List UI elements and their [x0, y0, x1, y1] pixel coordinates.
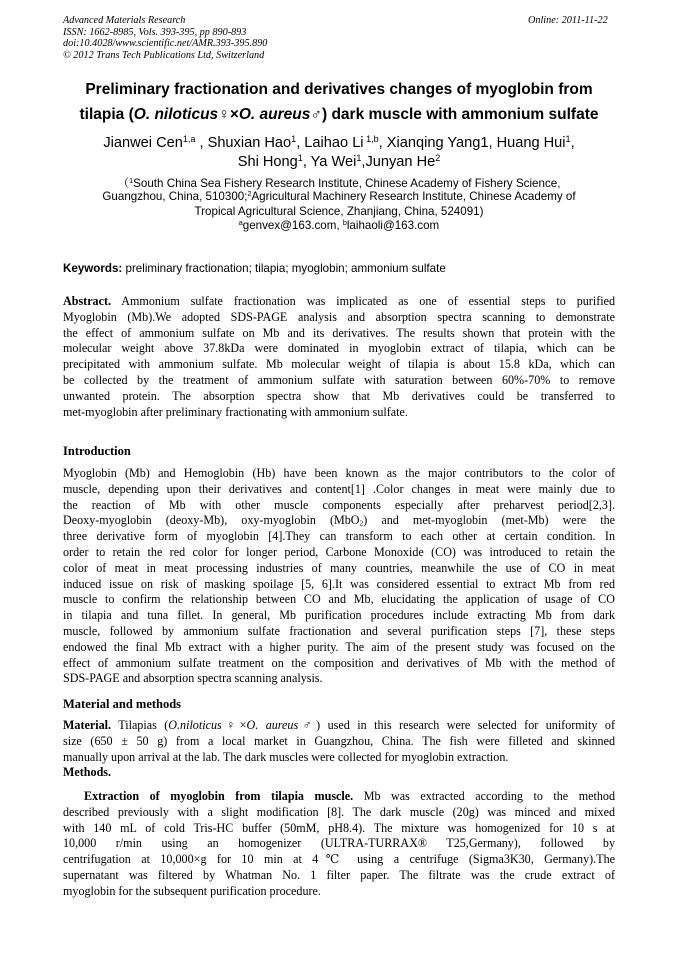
intro-line: muscle, depending upon their derivatives and content[1] .Color changes in meat were mainly due to — [63, 481, 615, 496]
abstract-line: precipitated with ammonium sulfate. Mb molecular weight of tilapia is about 15.8 kDa, which can — [63, 357, 615, 372]
materials-line: size (650 ± 50 g) from a local market in Guangzhou, China. The fish were filleted and skinned — [63, 733, 615, 748]
online-date: Online: 2011-11-22 — [528, 15, 608, 26]
intro-line: muscle, followed by ammonium sulfate fractionation and several purification steps [7], these steps — [63, 623, 615, 638]
title-line-1: Preliminary fractionation and derivatives changes of myoglobin from — [85, 81, 593, 98]
abstract-line: met-myoglobin after preliminary fractionating with ammonium sulfate. — [63, 404, 408, 419]
extraction-line: 10,000 r/min using an homogenizer (ULTRA-TURRAX® T25,Germany), followed by — [63, 836, 615, 851]
intro-line: Myoglobin (Mb) and Hemoglobin (Hb) have been known as the major contributors to the color of — [63, 466, 615, 480]
intro-line: SDS-PAGE and absorption spectra scanning analysis. — [63, 671, 323, 686]
abstract-line: Abstract. Ammonium sulfate fractionation was implicated as one of essential steps to purified — [63, 294, 615, 308]
affiliation-line-2: Guangzhou, China, 510300;$^2$Agricultural Machinery Research Institute, Chinese Academy of — [102, 189, 576, 203]
journal-name: Advanced Materials Research — [63, 15, 186, 26]
title-line-2: tilapia (O. niloticus♀×O. aureus♂) dark muscle with ammonium sulfate — [79, 106, 599, 123]
intro-line: effect of ammonium sulfate treatment on the composition and derivatives of Mb with the method of — [63, 655, 615, 670]
copyright: © 2012 Trans Tech Publications Ltd, Switzerland — [63, 49, 265, 61]
emails: $^a$genvex@163.com, $^b$laihaoli@163.com — [238, 218, 440, 232]
abstract-line: unwanted protein. The absorption spectra show that Mb derivatives could be transferred to — [63, 388, 615, 403]
issn: ISSN: 1662-8985, Vols. 393-395, pp 890-893 — [63, 26, 247, 38]
intro-line: the reaction of Mb with other muscle components especially after preharvest period[2,3]. — [63, 497, 615, 512]
intro-line: order to retain the red color for longer period, Carbone Monoxide (CO) was introduced to retain the — [63, 544, 615, 559]
materials-heading: Material and methods — [63, 697, 182, 711]
extraction-body — [63, 789, 615, 900]
introduction-body — [63, 466, 615, 687]
extraction-line: described previously with a slight modification [8]. The dark muscle (20g) was minced and mixed — [63, 804, 615, 819]
extraction-line: myoglobin for the subsequent purification procedure. — [63, 883, 321, 898]
affiliation-line-3: Tropical Agricultural Science, Zhanjiang, China, 524091) — [194, 205, 484, 218]
materials-body — [63, 718, 615, 781]
intro-line: endowed the final Mb extract with a higher purity. The aim of the present study was focused on the — [63, 639, 615, 654]
abstract-line: Myoglobin (Mb).We adopted SDS-PAGE analysis and absorption spectra scanning to demonstrate — [63, 309, 615, 324]
abstract — [63, 294, 615, 420]
materials-line: Material. Tilapias (O.niloticus♀×O. aureus♂) used in this research were selected for uniformity of — [63, 718, 615, 732]
extraction-line: centrifugation at 10,000×g for 10 min at 4℃ using a centrifuge (Sigma3K30, Germany).The — [63, 852, 615, 867]
authors-line-2: Shi Hong$^1$, Ya Wei$^1$,Junyan He$^2$ — [237, 153, 441, 170]
extraction-line: Extraction of myoglobin from tilapia muscle. Mb was extracted according to the method — [84, 789, 615, 803]
materials-line: manually upon arrival at the lab. The dark muscles were collected for myoglobin extraction. — [63, 749, 509, 764]
intro-line: in tilapia and tuna fillet. In general, Mb purification procedures include extracting Mb from dark — [63, 608, 615, 623]
extraction-line: supernatant was filtered by Whatman No. 1 filter paper. The filtrate was the crude extract of — [63, 867, 615, 882]
intro-line: induced issue on risk of masking spoilage [5, 6].It was considered essential to extract Mb from red — [63, 576, 615, 591]
keywords: Keywords: preliminary fractionation; tilapia; myoglobin; ammonium sulfate — [63, 262, 446, 275]
abstract-line: be collected by the treatment of ammonium sulfate with saturation between 60%-70% to remove — [63, 372, 615, 387]
abstract-line: molecular weight above 37.8kDa were dominated in myoglobin extract of tilapia, which can be — [63, 341, 615, 356]
doi: doi:10.4028/www.scientific.net/AMR.393-395.890 — [63, 38, 268, 50]
intro-line: color of meat in meat processing industries of many countries, meanwhile the use of CO in meat — [63, 560, 615, 575]
abstract-line: the effect of ammonium sulfate on Mb and its derivatives. The results shown that protein with the — [63, 325, 615, 340]
intro-line: muscle to confirm the relationship between CO and Mb, elucidating the application of usage of CO — [63, 592, 615, 607]
journal-header — [63, 15, 267, 61]
intro-line: three derivative form of myoglobin [4].They can transform to each other at certain condition. In — [63, 529, 615, 544]
authors-line-1: Jianwei Cen$^{1,a}$ , Shuxian Hao$^1$, Laihao Li $^{1,b}$, Xianqing Yang1, Huang Hui$^1$, — [103, 134, 575, 151]
methods-label: Methods. — [63, 765, 112, 780]
affiliation-line-1: （$^1$South China Sea Fishery Research Institute, Chinese Academy of Fishery Science, — [117, 176, 561, 190]
introduction-heading: Introduction — [63, 444, 131, 458]
intro-line: Deoxy-myoglobin (deoxy-Mb), oxy-myoglobin (MbO$_2$) and met-myoglobin (met-Mb) were the — [63, 513, 615, 528]
extraction-line: with 140 mL of cold Tris-HC buffer (50mM, pH8.4). The mixture was homogenized for 10 s at — [63, 820, 615, 835]
